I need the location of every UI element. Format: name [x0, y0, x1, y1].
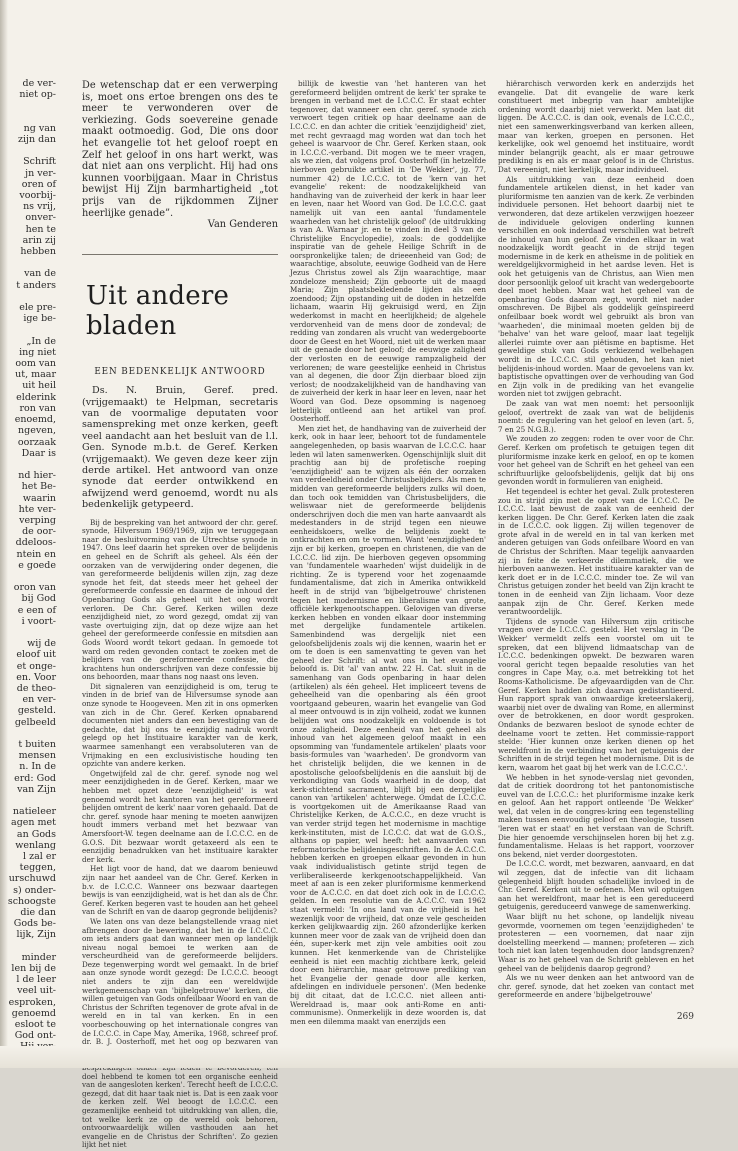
text-fragment: ron van	[19, 402, 56, 414]
text-fragment: ddeloos-	[15, 537, 56, 549]
text-fragment: gelbeeld	[14, 716, 56, 728]
text-fragment: enoemd,	[14, 414, 56, 426]
text-fragment: ntein en	[16, 548, 56, 560]
text-fragment: lijk, Zijn	[16, 929, 56, 941]
text-fragment: i voort-	[21, 615, 56, 627]
text-fragment: schoogste	[7, 895, 56, 907]
text-fragment	[0, 112, 62, 123]
text-fragment: de oor-	[22, 526, 56, 538]
text-fragment: de theo-	[16, 682, 56, 694]
text-fragment: hebben	[20, 246, 56, 258]
text-fragment	[0, 324, 62, 335]
text-fragment: het Be-	[21, 481, 56, 493]
text-fragment: esproken,	[8, 996, 56, 1008]
text-fragment: die dan	[20, 907, 56, 919]
text-fragment	[0, 291, 62, 302]
text-fragment: ngeven,	[18, 425, 56, 437]
body-paragraph: Waar blijft nu het schone, op landelijk niveau gevormde, voornemen om tegen 'eenzijdigheden' te protesteren — een voornemen, dat naar zijn doelstelling meerkend — mannen; profeteren — zich toch niet kan laten tegenhouden door landsgrenzen? Waar is zo het geheel van de Schrift gebleven en het geheel van de belijdenis daarop gegrond?	[498, 912, 694, 973]
text-fragment: van de	[24, 268, 56, 280]
body-paragraph: hiërarchisch verworden kerk en anderzijds het evangelie. Dat dit evangelie de ware kerk constitueert met inbegrip van haar ambtelijke ordening wordt daarbij niet verwerkt. Men laat dit liggen. De A.C.C.C. is dan ook, evenals de I.C.C.C., niet een samenwerkingsverband van kerken alleen, maar van kerken, groepen en personen. Het kerkelijke, ook wel genoemd het instituaire, wordt minder belangrijk geacht, als er maar getrouwe prediking is en als er maar geloof is in de Christus. Dat vereenigt, niet kerkelijk, maar individueel.	[498, 79, 694, 174]
text-fragment: gesteld.	[17, 705, 56, 717]
body-paragraph: Het ligt voor de hand, dat we daarom benieuwd zijn naar het aandeel van de Chr. Geref. Kerken in b.v. de I.C.C.C. Wanneer ons bezwaar daartegen bewijs is van eenzijdigheid, wat is het dan als de Chr. Geref. Kerken begeren vast te houden aan het geheel van de Schrift en van de daarop gegronde belijdenis?	[82, 864, 278, 917]
text-fragment: ns vrij,	[23, 201, 56, 213]
lead-signature: Van Genderen	[207, 219, 278, 231]
body-paragraph: Ongetwijfeld zal de chr. geref. synode nog wel meer eenzijdigheden in de Geref. Kerken, maar we hebben met opzet deze 'eenzijdigheid' is wat genoemd wordt het kantoren van het gereformeerd belijden omtrent de kerk' naar voren gehaald. Dat de chr. geref. synode haar mening te moeten aanwijzen houdt immers verband met het bezwaar van Amersfoort-W. tegen deelname aan de I.C.C.C. en de G.O.S. Dit bezwaar wordt getaxeerd als een te eenzijdig benadrukken van het instituaire karakter der kerk.	[82, 768, 278, 864]
text-fragment: urschuwd	[8, 873, 56, 885]
text-fragment: hte ver-	[18, 503, 56, 515]
text-fragment: God ont-	[14, 1030, 56, 1042]
body-paragraph: Tijdens de synode van Hilversum zijn critische vragen over de I.C.C.C. gesteld. Het verslag in 'De Wekker' vermeldt zelfs een voorstel om uit te spreken, dat een blijvend lidmaatschap van de I.C.C.C. bedenkingen opwekt. De bezwaren waren vooral gericht tegen bepaalde resoluties van het congres in Cape May, o.a. met betrekking tot het Rooms-Katholicisme. De afgevaardigden van de Chr. Geref. Kerken hadden zich daarvan gedistantieerd. Hun rapport sprak van onwaardige kreteerslakerij, waarbij niet over de dwaling van Rome, en allerminst over de betrokkenen, en door wordt gesproken. Ondanks de bezwaren besloot de synode echter de deelname voort te zetten. Het commissie-rapport stelde: 'Hier kunnen onze kerken dienen op het wereldfront in de verbinding van het getuigenis der Schriften in de strijd tegen het modernisme. Dit is de kern, waarom het gaat bij het werk van de I.C.C.C.'.	[498, 616, 694, 772]
text-fragment: onver-	[25, 212, 56, 224]
text-fragment: arin zij	[22, 234, 56, 246]
text-fragment: natieleer	[12, 806, 56, 818]
text-fragment: zijn dan	[18, 134, 56, 146]
column-1	[82, 80, 278, 1151]
text-fragment	[0, 100, 62, 111]
body-paragraph: Als we nu weer denken aan het antwoord van de chr. geref. synode, dat het zoeken van contact met gereformeerde en andere 'bijbelgetrouwe'	[498, 973, 694, 1000]
body-paragraph: Dit signaleren van eenzijdigheid is om, terug te vinden in de brief van de Hilversumse synode aan onze synode te Hoogeveen. Men zit in ons opmerken van zich in de Chr. Geref. Kerken opnabarend documenten niet anders dan een bevestiging van de gedachte, dat bij ons te eenzijdig nadruk wordt gelegd op het Instituaire karakter van de kerk, waarmee samenhangt een verabsoluteren van de Vrijmaking en een exclusivistische houding ten opzichte van andere kerken.	[82, 681, 278, 769]
body-paragraph: We zouden zo zeggen: roden te over voor de Chr. Geref. Kerken om profetisch te getuigen tegen dit pluriformisme inzake kerk en geloof, en op te komen voor het geheel van de Schrift en het geheel van een schriftuurlijke geloofsbelijdenis, gelijk dat bij ons gevonden wordt in formulieren van enigheid.	[498, 434, 694, 487]
text-fragment: agen met	[11, 817, 56, 829]
text-fragment: wenlang	[15, 839, 56, 851]
text-fragment: hen te	[25, 223, 56, 235]
text-fragment: t anders	[16, 279, 56, 291]
text-fragment: erd: God	[14, 772, 56, 784]
text-fragment	[0, 627, 62, 638]
text-fragment: wij de	[27, 638, 56, 650]
body-paragraph: Bij de bespreking van het antwoord der chr. geref. synode, Hilversum 1969/1969, zijn we teruggegaan naar de besluitvorming van de Utrechtse synode in 1947. Ons leef daarin het spreken over de belijdenis en geheel en de Schrift als geheel. Als één der oorzaken van de verwijdering onder degenen, die van gereformeerde belijdenis willen zijn, zag deze synode het feit, dat steeds meer het geheel der gereformeerde confessie en daarmee de inhoud der Openbaring Gods als geheel uit het oog wordt verloren. De Chr. Geref. Kerken willen deze eenzijdigheid niet, zo word gezegd, omdat zij van vaste overtuiging zijn, dat op deze wijze aan het geheel der gereformeerde confessie en mitsdien aan Gods Woord wordt tekort gedaan. In gemoede tot ward om reden gevonden contact te zoeken met de belijders van de gereformeerde confessie, die krachtens hun onderschrijven van deze confessie bij ons behoorden, maar thans nog naast ons leven.	[82, 517, 278, 682]
text-fragment: mensen	[18, 750, 56, 762]
article-subheading: EEN BEDENKELIJK ANTWOORD	[94, 367, 266, 378]
text-fragment	[0, 145, 62, 156]
text-fragment: teggen,	[19, 862, 56, 874]
body-paragraph: Het tegendeel is echter het geval. Zulk protesteren zou in strijd zijn met de opzet van de I.C.C.C. De I.C.C.C. laat bewust de zaak van de eenheid der kerken liggen. De Chr. Geref. Kerken laten die zaak in de I.C.C.C. ook liggen. Zij willen tegenover de grote afval in de wereld en in tal van kerken met anderen getuigen van Gods onfeilbare Woord en van de Christus der Schriften. Maar tegelijk aanvaarden zij in feite de verkeerde dilemmatiek, die we hierboven aanwezen. Het instituaire karakter van de kerk doet er in de I.C.C.C. minder toe. Ze wil van Christus getuigen zonder het beeld van Zijn kracht te tonen in de eenheid van Zijn lichaam. Voor deze aanpak zijn de Chr. Geref. Kerken mede verantwoordelijk.	[498, 486, 694, 617]
text-fragment	[0, 571, 62, 582]
text-fragment: esloot te	[14, 1019, 56, 1031]
body-paragraph: Als uitdrukking van deze eenheid doen fundamentele artikelen dienst, in het kader van pluriformisme ten aanzien van de kerk. Ze verbinden individuele personen. Het behoort daarbij niet te verwonderen, dat deze artikelen verzwijgen hoezeer de individuele gelovigen onderling kunnen verschillen en ook inderdaad verschillen wat betreft de inhoud van hun geloof. Ze vinden elkaar in wat noodzakelijk wordt geacht in de strijd tegen modernisme in de kerk en atheïsme in de politiek en wereldgelijkvormigheid in het aardse leven. Het is ook het getuigenis van de Christus, aan Wien men door persoonlijk geloof uit kracht van wedergeboorte deel moet hebben. Maar wat het geheel van de openbaring Gods daarom zegt, wordt niet nader omschreven. De Bijbel als goddelijk geïnspireerd onfeilbaar boek wordt wel gebruikt als bron van 'waarheden', die minimaal moeten gelden bij de 'behalve' van het ware geloof, maar laat tegelijk allerlei ruimte over aan piëtisme en baptisme. Het geweldige stuk van Gods verkiezend welbehagen wordt in de I.C.C.C. stil gehouden, het kan niet belijdenis-inhoud worden. Maar de gevoelens van kv. baptistische opvattingen over de verhouding van God en Zijn volk in de prediking van het evangelie worden niet tot zwijgen gebracht.	[498, 174, 694, 399]
text-fragment: eloof uit	[16, 649, 56, 661]
text-fragment: genoemd	[11, 1007, 56, 1019]
text-fragment	[0, 728, 62, 739]
text-fragment: voorbij-	[19, 190, 56, 202]
section-heading: Uit andere bladen	[86, 281, 230, 342]
body-paragraph: billijk de kwestie van 'het hanteren van het gereformeerd belijden omtrent de kerk' ter sprake te brengen in verband met de I.C.C.C. Er staat echter tegenover, dat wanneer een chr. geref. synode zich verwoert tegen critiek op haar deelname aan de I.C.C.C. en dan achter die critiek 'eenzijdigheid' ziet, met recht gevraagd mag worden wat dan toch het geheel is waarvoor de Chr. Geref. Kerken staan, ook in I.C.C.C.-verband. Dit mogen we te meer vragen, als we zien, dat volgens prof. Oosterhoff (in hetzelfde hierboven gebruikte artikel in 'De Wekker', jg. 77, nummer 42) de I.C.C.C. tot de 'kern van het evangelie' rekent: de noodzakelijkheid van handhaving van de zuiverheid der kerk in haar leer en leven, naar het Woord van God. De I.C.C.C. gaat namelijk uit van een aantal 'fundamentele waarheden van het christelijk geloof' (de uitdrukking is van A. Warnaar jr. en te vinden in deel 3 van de Christelijke Encyclopedie), zoals: de goddelijke inspiratie van de gehele Heilige Schrift in de oorspronkelijke talen; de drieeenheid van God; de waarachtige, absolute, eeuwige Godheid van de Here Jezus Christus zowel als Zijn waarachtige, maar zondeloze mensheid; Zijn geboorte uit de maagd Maria; Zijn plaatsbekledende lijden als een zoendood; Zijn opstanding uit de doden in hetzelfde lichaam, waarin Hij gekruisigd werd, en Zijn wederkomst in macht en heerlijkheid; de algehele verdorvenheid van de mens door de zondeval; de redding van zondaren als vrucht van wedergeboorte door de Geest en het Woord, niet uit de werken maar uit de genade door het geloof; de eeuwige zaligheid der verlosten en de eeuwige rampzaligheid der verlorenen; de ware geestelijke eenheid in Christus van al degenen, die door Zijn dierbaar bloed zijn verlost; de noodzakelijkheid van de handhaving van de zuiverheid der kerk in haar leer en leven, naar het Woord van God. Deze opsomming is nagenoeg letterlijk ontleend aan het artikel van prof. Oosterhoff.	[290, 79, 486, 424]
text-fragment: uit heil	[22, 380, 56, 392]
page-bottom-edge	[0, 1046, 738, 1068]
body-paragraph: De zaak van wat men noemt: het persoonlijk geloof, overtrekt de zaak van wat de belijdenis noemt: de regulering van het geloof en leven (art. 5, 7 en 25 N.G.B.).	[498, 398, 694, 434]
text-fragment: waarin	[22, 492, 56, 504]
text-fragment: s) onder-	[13, 884, 56, 896]
page-number: 269	[676, 1012, 694, 1022]
text-fragment: Schrift	[23, 156, 56, 168]
text-fragment	[0, 795, 62, 806]
text-fragment: van Zijn	[17, 783, 56, 795]
text-fragment: Daar is	[21, 447, 56, 459]
text-fragment: de ver-	[22, 78, 56, 89]
text-fragment: e goede	[18, 559, 56, 571]
body-paragraph: Men ziet het, de handhaving van de zuiverheid der kerk, ook in haar leer, behoort tot de fundamentele aangelegenheden, op basis waarvan de I.C.C.C. haar leden wil laten samenwerken. Ogenschijnlijk sluit dit prachtig aan bij de profetische roeping 'eenzijdigheid' aan te wijzen als één der oorzaken van verdeeldheid onder Christusbelijders. Als men te midden van gereformeerde belijders zulks wil doen, dan toch ook temidden van Christusbelijders, die weliswaar niet de gereformeerde belijdenis onderschrijven doch die men van harte aanvaardt als medestanders in de strijd tegen een nieuwe eenheidskoers, welke de belijdenis zoekt te ontkrachten en om te vormen. Want 'eenzijdigheden' zijn er bij kerken, groepen en christenen, die van de I.C.C.C. lid zijn. De hierboven gegeven opsomming van 'fundamentele waarheden' wijst duidelijk in de richting. Ze is typerend voor het zogenaamde fundamentalisme, dat zich in Amerika ontwikkeld heeft in de strijd van 'bijbelgetrouwe' christenen tegen het modernisme en liberalisme van grote, officiële kerkgenootschappen. Gelovigen van diverse kerken hebben en vonden elkaar door instemming met dergelijke fundamentele artikelen. Samenbindend was dergelijk niet een geloofsbelijdenis zoals wij die kennen, waarin het er om te doen is een samenvatting te geven van het geheel der Schrift: al wat ons in het evangelie beloofd is. Dit 'al' van antw. 22 H. Cat. sluit in de samenhang van Gods openbaring in haar delen (artikelen) als één geheel. Het impliceert tevens de geheelheid van die openbaring als één groot voortgaand gebeuren, waarin het evangelie van God al meer ontvouwd is in zijn volheid, zodat we kunnen belijden wat ons noodzakelijk en voldoende is tot onze zaligheid. Deze eenheid van het geheel als inhoud van het algemeen geloof maakt in een opsomming van 'fundamentele artikelen' plaats voor basis-formules van 'waarheden'. De grondvorm van het christelijk belijden, die we kennen in de apostolische geloofsbelijdenis en die aansluit bij de verkondiging van Gods waarheid in de doop, dat kerk-stichtend sacrament, blijft bij een dergelijke canon van 'artikelen' achterwege. Omdat de I.C.C.C. is voortgekomen uit de Amerikaanse Raad van Christelijke Kerken, de A.C.C.C., en deze vrucht is van verder strijd tegen het modernisme in machtige kerk-instituten, mist de I.C.C.C. dat wat de G.O.S., althans op papier, wel heeft: het aanvaarden van reformatorische belijdenisgeschriften. In de A.C.C.C. hebben kerken en groepen elkaar gevonden in hun vaak individualistisch getinte strijd tegen de verliberaliseerde kerkgenootschappelijkheid. Van meet af aan is een zeker pluriformisme kenmerkend voor de A.C.C.C. en dat doet zich ook in de I.C.C.C. gelden. In een resolutie van de A.C.C.C. van 1962 staat vermeld: 'In ons land van de vrijheid is het wezenlijk voor de vrijheid, dat onze vele gescheiden kerken gelijkwaardig zijn. 260 afzonderlijke kerken kunnen meer voor de zaak van de vrijheid doen dan één, super-kerk met zijn vele ambities ooit zou kunnen. Het kenmerkende van de Christelijke eenheid is niet een machtig zichtbare kerk, geleid door een hiërarchie, maar getrouwe prediking van het Evangelie der genade door alle kerken, afdelingen en individuele personen'. (Men bedenke bij dit citaat, dat de I.C.C.C. niet alleen anti-Wereldraad is, maar ook anti-Rome en anti-communisme). Onmerkelijk in deze woorden is, dat men een dilemma maakt van enerzijds een	[290, 423, 486, 1026]
text-fragment: et onge-	[16, 660, 56, 672]
lead-paragraph: De wetenschap dat er een verwerping is, moet ons ertoe brengen ons des te meer te verwonderen over de verkiezing. Gods soevereine genade maakt ootmoedig. God, Die ons door het evangelie tot het geloof roept en Zelf het geloof in ons hart werkt, was dat niet aan ons verplicht. Hij had ons kunnen voorbijgaan. Maar in Christus bewijst Hij Zijn barmhartigheid „tot prijs van de rijkdommen Zijner heerlijke genade”.	[82, 80, 278, 219]
text-fragment	[0, 459, 62, 470]
text-fragment: oron van	[13, 582, 56, 594]
text-fragment: an Gods	[16, 828, 56, 840]
text-fragment: oren of	[21, 178, 56, 190]
body-paragraph: We hebben in het synode-verslag niet gevonden, dat de critiek doordrong tot het pantonomistische euvel van de I.C.C.C.: het pluriformisme inzake kerk en geloof. Aan het rapport ontleende 'De Wekker' wel, dat velen in de congres-kring een tegenstelling maken tussen eenvoudig geloof en theologie, tussen 'leren wat er staat' en het verstaan van de Schrift. Die hier genoemde verschijnselen horen bij het z.g. fundamentalisme. Helaas is het rapport, voorzover ons bekend, niet verder doorgestoten.	[498, 772, 694, 859]
text-fragment: ing niet	[19, 346, 56, 358]
body-paragraph: De I.C.C.C. wordt, met bezwaren, aanvaard, en dat wil zeggen, dat de infectie van dit lichaam gelegenheid blijft houden schadelijke invloed in de Chr. Geref. Kerken uit te oefenen. Men wil optuigen aan het wereldfront, maar het is een gereduceerd getuigenis, gereduceerd vanwege de samenwerking.	[498, 859, 694, 912]
text-fragment: veel uit-	[17, 985, 56, 997]
text-fragment: e een of	[17, 604, 56, 616]
section-divider	[82, 254, 278, 255]
text-fragment: ele pre-	[19, 302, 56, 314]
text-fragment: en ver-	[22, 694, 56, 706]
text-fragment: nd hier-	[18, 470, 56, 482]
text-fragment: l zal er	[23, 851, 56, 863]
text-fragment: ige be-	[23, 313, 56, 325]
article-intro: Ds. N. Bruin, Geref. pred. (vrijgemaakt) te Helpman, secretaris van de voormalige deputaten voor samenspreking met onze kerken, geeft veel aandacht aan het besluit van de l.l. Gen. Synode m.b.t. de Geref. Kerken (vrijgemaakt). We geven deze keer zijn derde artikel. Het antwoord van onze synode dat eerder ontwikkend en afwijzend werd genoemd, wordt nu als bedenkelijk getypeerd.	[82, 385, 278, 511]
text-fragment: verping	[19, 514, 56, 526]
column-2-body	[290, 80, 486, 1026]
text-fragment: n. In de	[19, 761, 56, 773]
previous-page-fragment-column	[0, 78, 62, 1053]
text-fragment: en. Voor	[16, 671, 56, 683]
text-fragment: len bij de	[11, 963, 56, 975]
text-fragment: „In de	[26, 335, 56, 347]
text-fragment: elderink	[16, 391, 56, 403]
text-fragment: bij God	[21, 593, 56, 605]
text-fragment: ut, maar	[15, 369, 56, 381]
text-fragment: l de leer	[16, 974, 56, 986]
text-fragment	[0, 941, 62, 952]
text-fragment: oorzaak	[17, 436, 56, 448]
column-3	[498, 80, 694, 1001]
text-fragment: minder	[21, 951, 56, 963]
text-fragment: ng van	[23, 122, 56, 134]
text-fragment: Gods be-	[13, 918, 56, 930]
text-fragment: niet op-	[19, 89, 56, 101]
column-3-body	[498, 80, 694, 1000]
text-fragment: oom van	[15, 358, 56, 370]
text-fragment	[0, 257, 62, 268]
text-fragment: t buiten	[18, 738, 56, 750]
text-fragment: jn ver-	[25, 167, 56, 179]
body-paragraph: We laten ons van deze belangstellende vraag niet afbrengen door de bewering, dat het in de I.C.C.C. om iets anders gaat dan wanneer men op landelijk niveau nogal bemoei te werken aan de verscheurdheid van de gereformeerde belijders. Deze tegenwerping wordt wel gemaakt. In de brief aan onze synode wordt gezegd: De I.C.C.C. beoogt niet anders te zijn dan een wereldwijde werkgemeenschap van 'bijbelgetrouwe' kerken, die willen getuigen van Gods onfeilbaar Woord en van de Christus der Schriften tegenover de grote afval in de wereld en in tal van kerken. En in een voorbeschouwing op het internationale congres van de I.C.C.C. in Cape May, Amerika, 1968, schreef prof. dr. B. J. Oosterhoff, met het oog op bezwaren van doel hebbend te komen tot een organische eenheid van de aangesloten kerken'. Terecht heeft de I.C.C.C. gezegd, dat dit haar taak niet is. Dat is een zaak voor de kerken zelf. Wel beoogt de I.C.C.C. een gezamenlijke eenheid tot uitdrukking van allen, die, tot welke kerk ze op de wereld ook behoren, ontvoorwaardelijk willen vasthouden aan het evangelie en de Christus der Schriften'. Zo gezien lijkt het niet	[82, 916, 278, 1150]
column-2	[290, 80, 486, 1027]
